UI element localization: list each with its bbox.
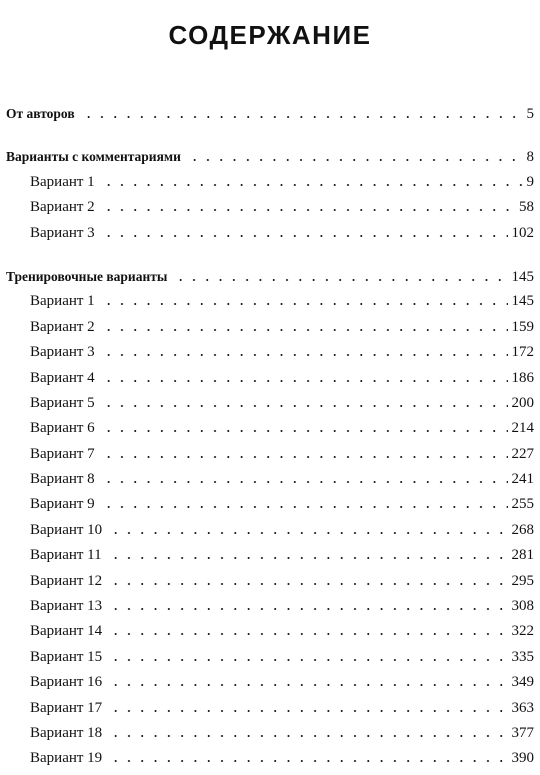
dot-leader xyxy=(106,760,507,762)
toc-entry-page: 8 xyxy=(526,149,534,166)
dot-leader xyxy=(171,279,507,281)
toc-entry-page: 335 xyxy=(511,648,534,665)
toc-entry-page: 349 xyxy=(511,674,534,691)
dot-leader xyxy=(106,557,508,559)
toc-entry[interactable] xyxy=(6,721,534,746)
toc-entry-label: Варианты с комментариями xyxy=(6,149,181,165)
dot-leader xyxy=(99,380,508,382)
toc-entry-label: Вариант 2 xyxy=(30,199,95,216)
dot-leader xyxy=(79,116,523,118)
toc-entry-page: 102 xyxy=(511,224,534,241)
toc-entry-page: 268 xyxy=(511,521,534,538)
toc-entry[interactable] xyxy=(6,170,534,195)
toc-entry[interactable] xyxy=(6,416,534,441)
toc-entry-page: 241 xyxy=(511,471,534,488)
dot-leader xyxy=(106,583,507,585)
toc-entry[interactable] xyxy=(6,670,534,695)
toc-entry-page: 145 xyxy=(511,268,534,285)
toc-section-commented-variants[interactable] xyxy=(6,144,534,169)
dot-leader xyxy=(106,684,507,686)
toc-entry-label: Вариант 10 xyxy=(30,521,103,538)
toc-entry[interactable] xyxy=(6,366,534,391)
toc-entry[interactable] xyxy=(6,569,534,594)
dot-leader xyxy=(185,159,523,161)
toc-entry-label: Вариант 17 xyxy=(30,699,103,716)
dot-leader xyxy=(106,735,507,737)
dot-leader xyxy=(99,405,508,407)
toc-entry-label: Вариант 6 xyxy=(30,420,95,437)
dot-leader xyxy=(99,506,508,508)
dot-leader xyxy=(99,303,508,305)
dot-leader xyxy=(106,659,507,661)
toc-entry-label: Вариант 14 xyxy=(30,623,103,640)
dot-leader xyxy=(99,354,508,356)
toc-entry-page: 363 xyxy=(511,699,534,716)
toc-entry[interactable] xyxy=(6,442,534,467)
toc-entry-page: 5 xyxy=(526,106,534,122)
toc-entry-page: 214 xyxy=(511,420,534,437)
toc-entry-label: Вариант 11 xyxy=(30,547,102,564)
toc-entry-page: 255 xyxy=(511,496,534,513)
toc-entry-from-authors[interactable] xyxy=(6,101,534,126)
toc-entry-page: 58 xyxy=(519,199,534,216)
toc-entry-label: Вариант 12 xyxy=(30,572,103,589)
dot-leader xyxy=(106,710,507,712)
toc-entry-label: Вариант 3 xyxy=(30,224,95,241)
toc-entry-page: 281 xyxy=(511,547,534,564)
page-title: СОДЕРЖАНИЕ xyxy=(168,20,372,51)
toc-entry-label: Вариант 16 xyxy=(30,674,103,691)
toc-entry-label: Тренировочные варианты xyxy=(6,268,168,284)
dot-leader xyxy=(99,456,508,458)
toc-entry[interactable] xyxy=(6,518,534,543)
toc-entry[interactable] xyxy=(6,289,534,314)
toc-entry-page: 322 xyxy=(511,623,534,640)
toc-entry-label: Вариант 7 xyxy=(30,445,95,462)
toc-entry-page: 295 xyxy=(511,572,534,589)
toc-entry-page: 186 xyxy=(511,369,534,386)
toc-entry-label: Вариант 15 xyxy=(30,648,103,665)
toc-section-training-variants[interactable] xyxy=(6,264,534,289)
toc-entry-label: Вариант 3 xyxy=(30,344,95,361)
toc-entry-page: 200 xyxy=(511,394,534,411)
toc-entry[interactable] xyxy=(6,696,534,721)
toc-entry[interactable] xyxy=(6,594,534,619)
toc-entry-page: 308 xyxy=(511,598,534,615)
toc-entry[interactable] xyxy=(6,543,534,568)
toc-entry-label: Вариант 13 xyxy=(30,598,103,615)
toc-entry-label: От авторов xyxy=(6,106,75,121)
dot-leader xyxy=(106,532,507,534)
toc-entry-label: Вариант 4 xyxy=(30,369,95,386)
toc-entry-page: 227 xyxy=(511,445,534,462)
toc-entry-page: 9 xyxy=(526,173,534,190)
toc-entry[interactable] xyxy=(6,221,534,246)
toc-entry-label: Вариант 2 xyxy=(30,318,95,335)
dot-leader xyxy=(99,209,515,211)
toc-entry[interactable] xyxy=(6,492,534,517)
dot-leader xyxy=(99,235,508,237)
toc-entry-label: Вариант 19 xyxy=(30,750,103,767)
dot-leader xyxy=(99,329,508,331)
toc-entry-label: Вариант 5 xyxy=(30,394,95,411)
toc-entry-page: 159 xyxy=(511,318,534,335)
toc-entry[interactable] xyxy=(6,340,534,365)
table-of-contents xyxy=(6,101,534,772)
toc-entry-page: 172 xyxy=(511,344,534,361)
toc-entry-page: 390 xyxy=(511,750,534,767)
toc-entry-label: Вариант 9 xyxy=(30,496,95,513)
toc-entry[interactable] xyxy=(6,391,534,416)
dot-leader xyxy=(99,430,508,432)
dot-leader xyxy=(106,633,507,635)
toc-entry-page: 145 xyxy=(511,293,534,310)
toc-entry[interactable] xyxy=(6,467,534,492)
toc-entry-page: 377 xyxy=(511,724,534,741)
dot-leader xyxy=(106,608,507,610)
toc-entry[interactable] xyxy=(6,645,534,670)
toc-entry[interactable] xyxy=(6,195,534,220)
toc-entry[interactable] xyxy=(6,315,534,340)
dot-leader xyxy=(99,184,523,186)
toc-entry[interactable] xyxy=(6,619,534,644)
toc-entry-label: Вариант 1 xyxy=(30,173,95,190)
dot-leader xyxy=(99,481,508,483)
toc-entry[interactable] xyxy=(6,746,534,771)
toc-entry-label: Вариант 8 xyxy=(30,471,95,488)
toc-entry-label: Вариант 18 xyxy=(30,724,103,741)
toc-entry-label: Вариант 1 xyxy=(30,293,95,310)
